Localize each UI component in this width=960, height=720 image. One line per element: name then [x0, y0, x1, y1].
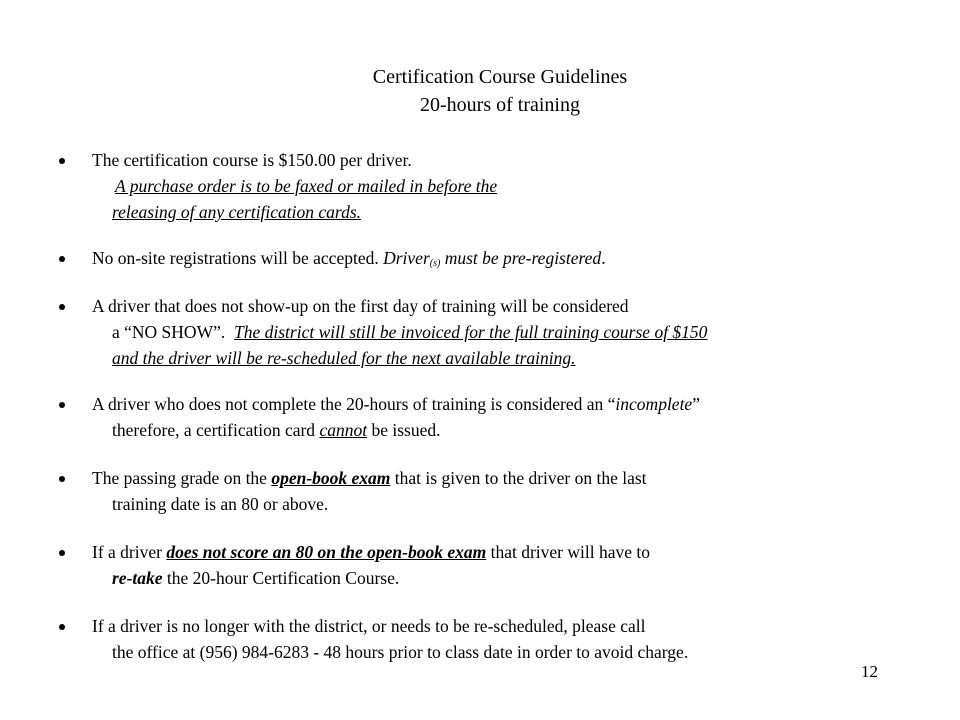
bullet-icon: [52, 293, 92, 319]
title-block: [0, 63, 960, 119]
item-text: does not score an 80 on the open-book exam: [166, 542, 487, 562]
item-text: .: [601, 248, 606, 268]
item-text: releasing of any certification cards.: [112, 202, 362, 222]
page-number: 12: [861, 662, 878, 681]
guideline-item-no-show: [52, 293, 707, 371]
item-text: cannot: [319, 420, 368, 440]
bullet-icon: [52, 245, 92, 271]
item-text: Driver: [383, 248, 430, 268]
item-text: a “NO SHOW”.: [112, 322, 234, 342]
item-text: If a driver is no longer with the district, or needs to be re-scheduled, please call: [92, 616, 646, 636]
item-text: and the driver will be re-scheduled for the next available training.: [112, 348, 576, 368]
page-subtitle: 20-hours of training: [420, 94, 580, 116]
bullet-icon: [52, 539, 92, 565]
item-text: ”: [692, 394, 700, 414]
item-text: that driver will have to: [486, 542, 650, 562]
bullet-icon: [52, 391, 92, 417]
guideline-item-retake: [52, 539, 650, 591]
item-text: that is given to the driver on the last: [390, 468, 647, 488]
item-text: A purchase order is to be faxed or mailed in before the: [115, 176, 498, 196]
item-text: The passing grade on the: [92, 468, 272, 488]
item-text: must be pre-registered: [440, 248, 602, 268]
bullet-icon: [52, 465, 92, 491]
item-text: the office at (956) 984-6283 - 48 hours prior to class date in order to avoid charge.: [112, 642, 689, 662]
item-text: training date is an 80 or above.: [112, 494, 329, 514]
item-text: The certification course is $150.00 per driver.: [92, 150, 412, 170]
guideline-item-reschedule: [52, 613, 688, 665]
guideline-item-incomplete: [52, 391, 700, 443]
item-text: No on-site registrations will be accepted.: [92, 248, 384, 268]
page-title: Certification Course Guidelines: [372, 66, 628, 88]
guideline-item-registration: [52, 245, 606, 275]
item-text: open-book exam: [271, 468, 391, 488]
guideline-item-cost: [52, 147, 497, 225]
bullet-icon: [52, 147, 92, 173]
item-text: incomplete: [615, 394, 693, 414]
item-text: re-take: [112, 568, 163, 588]
item-text: A driver that does not show-up on the first day of training will be considered: [92, 296, 629, 316]
guideline-item-passing-grade: [52, 465, 647, 517]
bullet-icon: [52, 613, 92, 639]
item-text: be issued.: [367, 420, 441, 440]
item-text: therefore, a certification card: [112, 420, 320, 440]
item-text: (s): [429, 258, 441, 269]
item-text: A driver who does not complete the 20-hours of training is considered an “: [92, 394, 616, 414]
item-text: The district will still be invoiced for the full training course of $150: [233, 322, 708, 342]
item-text: the 20-hour Certification Course.: [162, 568, 400, 588]
item-text: If a driver: [92, 542, 167, 562]
